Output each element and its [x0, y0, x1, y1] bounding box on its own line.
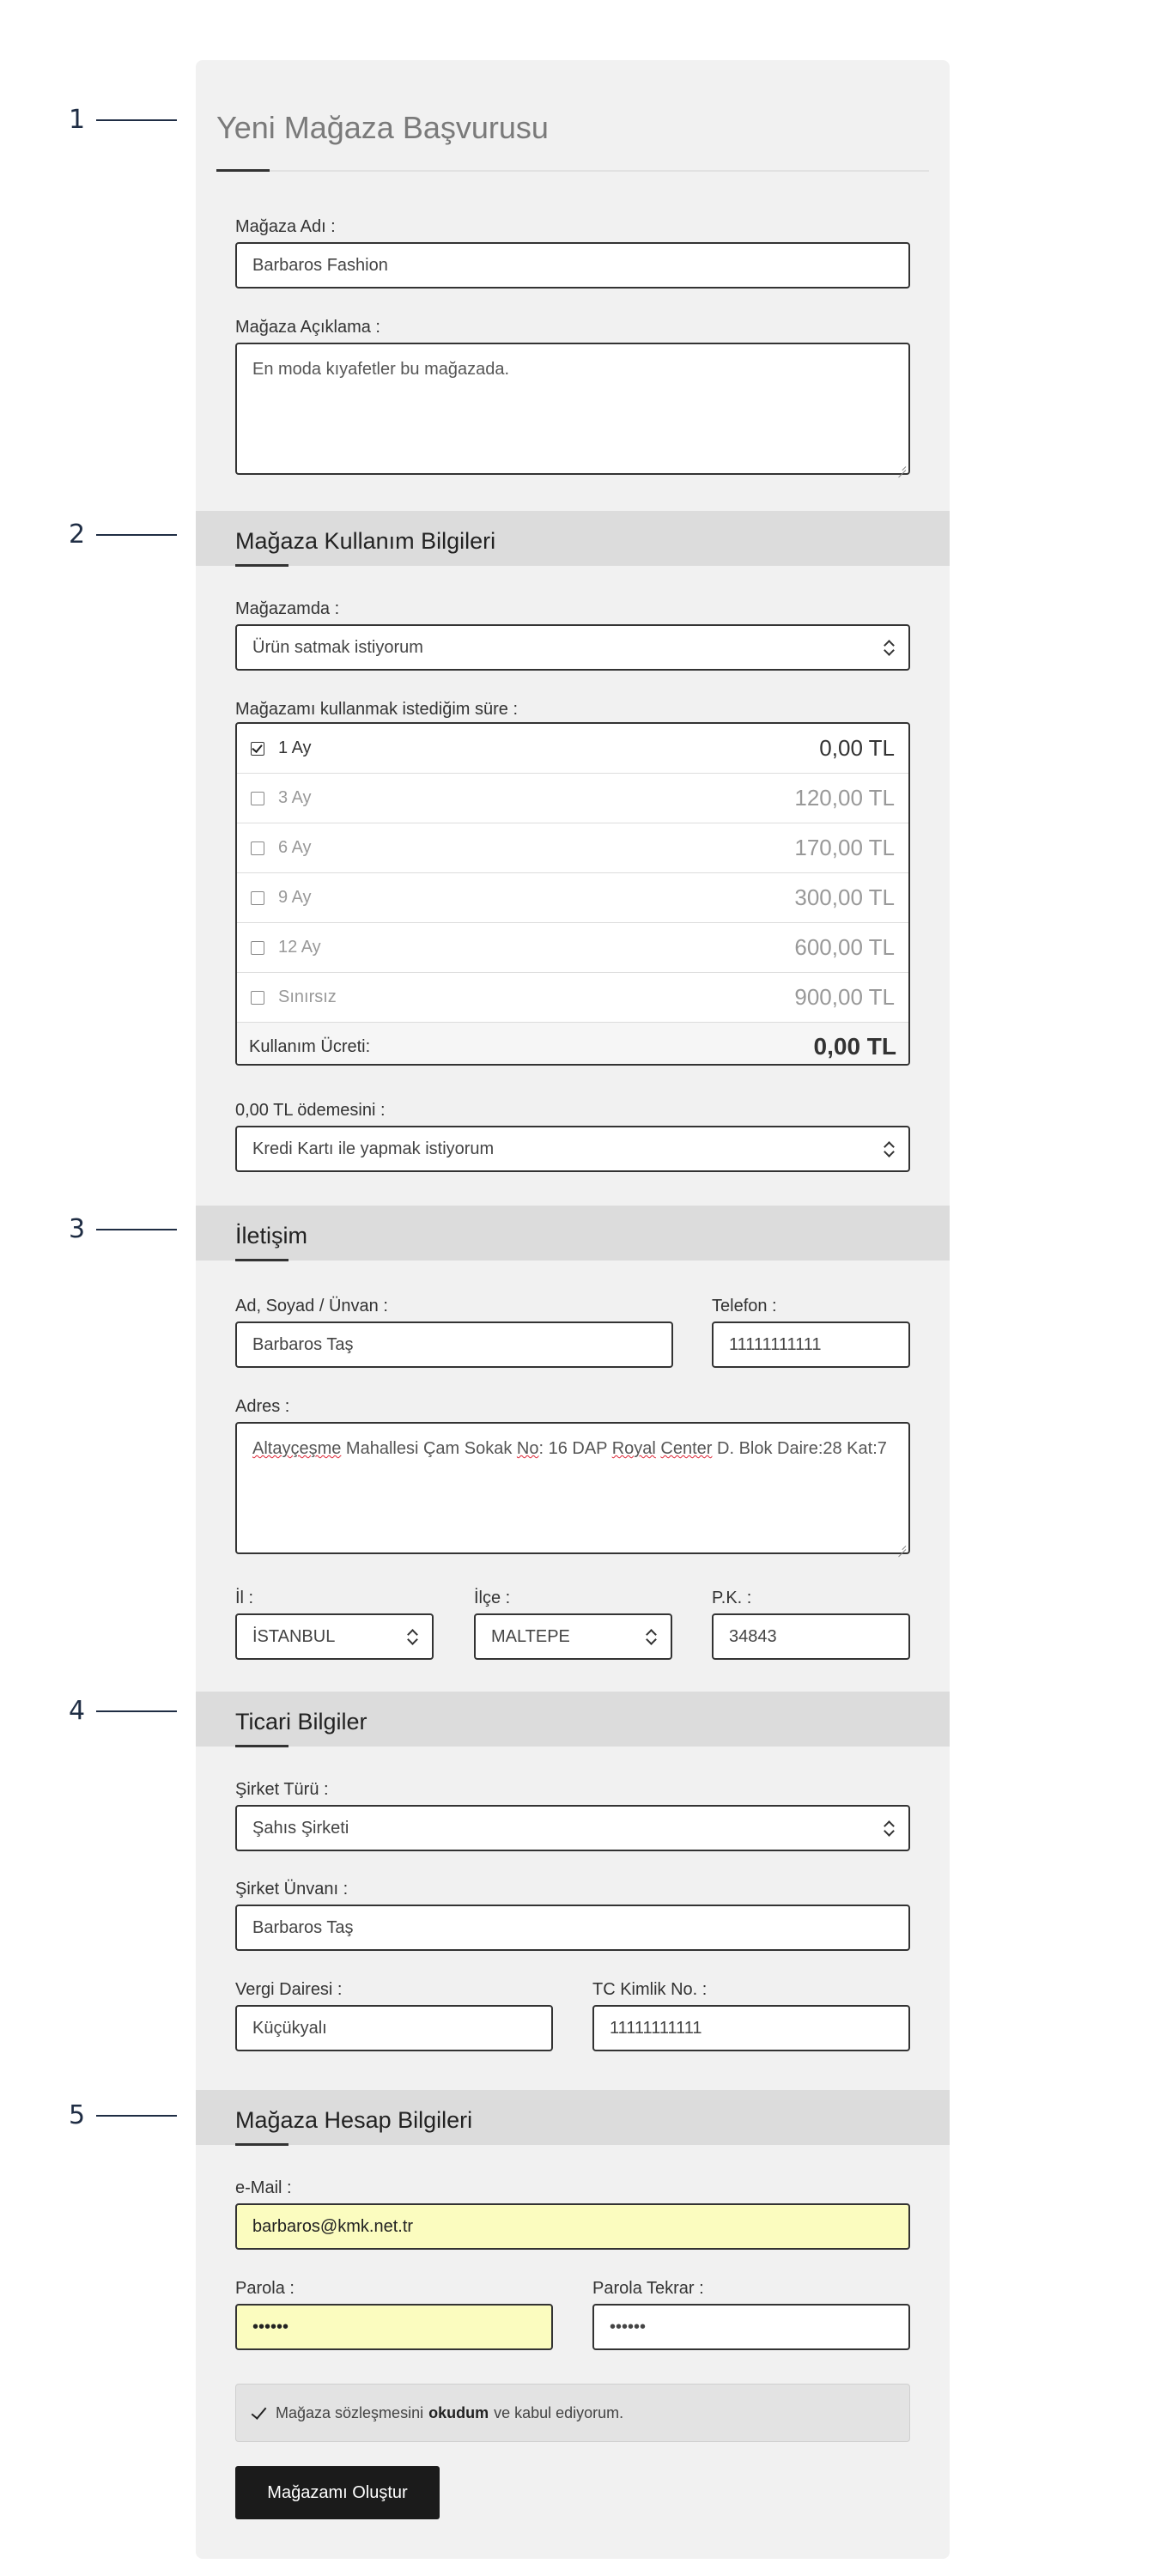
postal-code-label: P.K. :: [712, 1589, 752, 1607]
create-store-button[interactable]: Mağazamı Oluştur: [235, 2466, 440, 2519]
section-accent: [235, 1745, 288, 1747]
step-line: [96, 1229, 177, 1230]
section-accent: [235, 2143, 288, 2146]
usage-fee-label: Kullanım Ücreti:: [249, 1036, 371, 1056]
address-text-part: Center: [660, 1439, 713, 1458]
select-chevron-icon: [406, 1628, 418, 1647]
plan-price: 900,00 TL: [794, 984, 895, 1010]
section-trade: [196, 1692, 950, 1747]
checkbox-icon[interactable]: [251, 891, 264, 905]
section-accent: [235, 1259, 288, 1261]
step-marker-3: [69, 1214, 177, 1244]
section-title: Mağaza Hesap Bilgileri: [235, 2107, 473, 2133]
step-number: 3: [69, 1214, 86, 1244]
step-marker-2: [69, 519, 177, 550]
resize-handle[interactable]: [897, 1541, 906, 1550]
agreement-check-icon[interactable]: [250, 2404, 267, 2421]
duration-label: Mağazamı kullanmak istediğim süre :: [235, 700, 519, 719]
full-name-label: Ad, Soyad / Ünvan :: [235, 1297, 388, 1315]
store-mode-value: Ürün satmak istiyorum: [252, 637, 423, 657]
plan-label: 12 Ay: [278, 938, 321, 957]
plan-label: 6 Ay: [278, 838, 312, 857]
full-name-input[interactable]: Barbaros Taş: [235, 1321, 673, 1368]
plan-option-9-ay[interactable]: [237, 873, 908, 923]
usage-fee-value: 0,00 TL: [813, 1033, 896, 1060]
duration-plan-list: [235, 722, 910, 1066]
address-label: Adres :: [235, 1397, 290, 1416]
store-mode-select[interactable]: [235, 624, 910, 671]
store-mode-label: Mağazamda :: [235, 599, 340, 618]
tc-id-label: TC Kimlik No. :: [592, 1980, 708, 1999]
step-number: 2: [69, 519, 86, 550]
tc-id-input[interactable]: 11111111111: [592, 2005, 910, 2051]
password-repeat-input[interactable]: ••••••: [592, 2304, 910, 2350]
payment-label: 0,00 TL ödemesini :: [235, 1101, 386, 1120]
payment-method-select[interactable]: [235, 1126, 910, 1172]
store-description-textarea[interactable]: [235, 343, 910, 475]
company-type-value: Şahıs Şirketi: [252, 1818, 349, 1838]
plan-label: 1 Ay: [278, 738, 312, 757]
company-type-label: Şirket Türü :: [235, 1780, 329, 1799]
plan-option-1-ay[interactable]: [237, 724, 908, 774]
section-usage: [196, 511, 950, 566]
email-label: e-Mail :: [235, 2178, 292, 2197]
agreement-text-post: ve kabul ediyorum.: [494, 2403, 624, 2421]
step-number: 4: [69, 1696, 86, 1726]
section-contact: [196, 1206, 950, 1261]
agreement-box[interactable]: [235, 2384, 910, 2442]
address-text-part: D. Blok Daire:28 Kat:7: [712, 1439, 887, 1458]
select-chevron-icon: [645, 1628, 657, 1647]
section-title: Ticari Bilgiler: [235, 1709, 367, 1735]
company-title-label: Şirket Ünvanı :: [235, 1880, 349, 1899]
section-account: [196, 2090, 950, 2145]
select-chevron-icon: [883, 1140, 895, 1159]
store-name-label: Mağaza Adı :: [235, 217, 336, 236]
district-value: MALTEPE: [491, 1626, 570, 1646]
step-marker-4: [69, 1696, 177, 1726]
store-description-label: Mağaza Açıklama :: [235, 318, 380, 337]
section-accent: [235, 564, 288, 567]
address-text-part: : 16 DAP: [538, 1439, 612, 1458]
agreement-text-pre: Mağaza sözleşmesini: [276, 2403, 424, 2421]
store-application-form: [196, 60, 950, 2559]
password-repeat-label: Parola Tekrar :: [592, 2279, 704, 2298]
password-label: Parola :: [235, 2279, 295, 2298]
checkbox-icon[interactable]: [251, 792, 264, 805]
company-type-select[interactable]: [235, 1805, 910, 1851]
district-label: İlçe :: [474, 1589, 511, 1607]
plan-price: 170,00 TL: [794, 835, 895, 860]
step-line: [96, 1710, 177, 1712]
plan-label: 3 Ay: [278, 788, 312, 807]
checkbox-icon[interactable]: [251, 941, 264, 955]
step-number: 5: [69, 2100, 86, 2130]
usage-fee-total: [237, 1023, 908, 1066]
plan-price: 600,00 TL: [794, 934, 895, 960]
resize-handle[interactable]: [897, 462, 906, 471]
step-marker-1: [69, 105, 177, 135]
address-textarea[interactable]: [235, 1422, 910, 1554]
page-title: Yeni Mağaza Başvurusu: [216, 110, 549, 145]
district-select[interactable]: [474, 1613, 672, 1660]
city-select[interactable]: [235, 1613, 434, 1660]
city-value: İSTANBUL: [252, 1626, 336, 1646]
checkbox-icon[interactable]: [251, 841, 264, 855]
plan-label: 9 Ay: [278, 888, 312, 907]
select-chevron-icon: [883, 1820, 895, 1838]
plan-option-6-ay[interactable]: [237, 823, 908, 873]
email-input[interactable]: barbaros@kmk.net.tr: [235, 2203, 910, 2250]
plan-option-3-ay[interactable]: [237, 774, 908, 823]
section-title: İletişim: [235, 1223, 308, 1249]
title-accent: [216, 169, 270, 172]
select-chevron-icon: [883, 639, 895, 658]
plan-price: 300,00 TL: [794, 884, 895, 910]
step-number: 1: [69, 105, 86, 135]
postal-code-input[interactable]: 34843: [712, 1613, 910, 1660]
company-title-input[interactable]: Barbaros Taş: [235, 1905, 910, 1951]
agreement-text-bold: okudum: [428, 2403, 489, 2421]
address-text-part: No: [516, 1439, 539, 1458]
checkbox-checked-icon[interactable]: [251, 742, 264, 756]
tax-office-label: Vergi Dairesi :: [235, 1980, 343, 1999]
step-line: [96, 2115, 177, 2117]
section-title: Mağaza Kullanım Bilgileri: [235, 528, 496, 554]
password-input[interactable]: ••••••: [235, 2304, 553, 2350]
step-marker-5: [69, 2100, 177, 2130]
plan-price: 0,00 TL: [819, 735, 895, 761]
step-line: [96, 119, 177, 121]
address-text-part: Altayçeşme: [252, 1439, 342, 1458]
plan-option-sinirsiz[interactable]: [237, 973, 908, 1023]
checkbox-icon[interactable]: [251, 991, 264, 1005]
step-line: [96, 534, 177, 536]
city-label: İl :: [235, 1589, 254, 1607]
store-name-input[interactable]: Barbaros Fashion: [235, 242, 910, 289]
store-description-text: En moda kıyafetler bu mağazada.: [252, 360, 510, 379]
plan-label: Sınırsız: [278, 987, 337, 1006]
phone-label: Telefon :: [712, 1297, 777, 1315]
plan-option-12-ay[interactable]: [237, 923, 908, 973]
address-text-part: Mahallesi Çam Sokak: [341, 1439, 517, 1458]
address-text-part: Royal: [611, 1439, 656, 1458]
phone-input[interactable]: 11111111111: [712, 1321, 910, 1368]
payment-method-value: Kredi Kartı ile yapmak istiyorum: [252, 1139, 495, 1158]
tax-office-input[interactable]: Küçükyalı: [235, 2005, 553, 2051]
plan-price: 120,00 TL: [794, 785, 895, 811]
title-divider: [216, 170, 929, 172]
